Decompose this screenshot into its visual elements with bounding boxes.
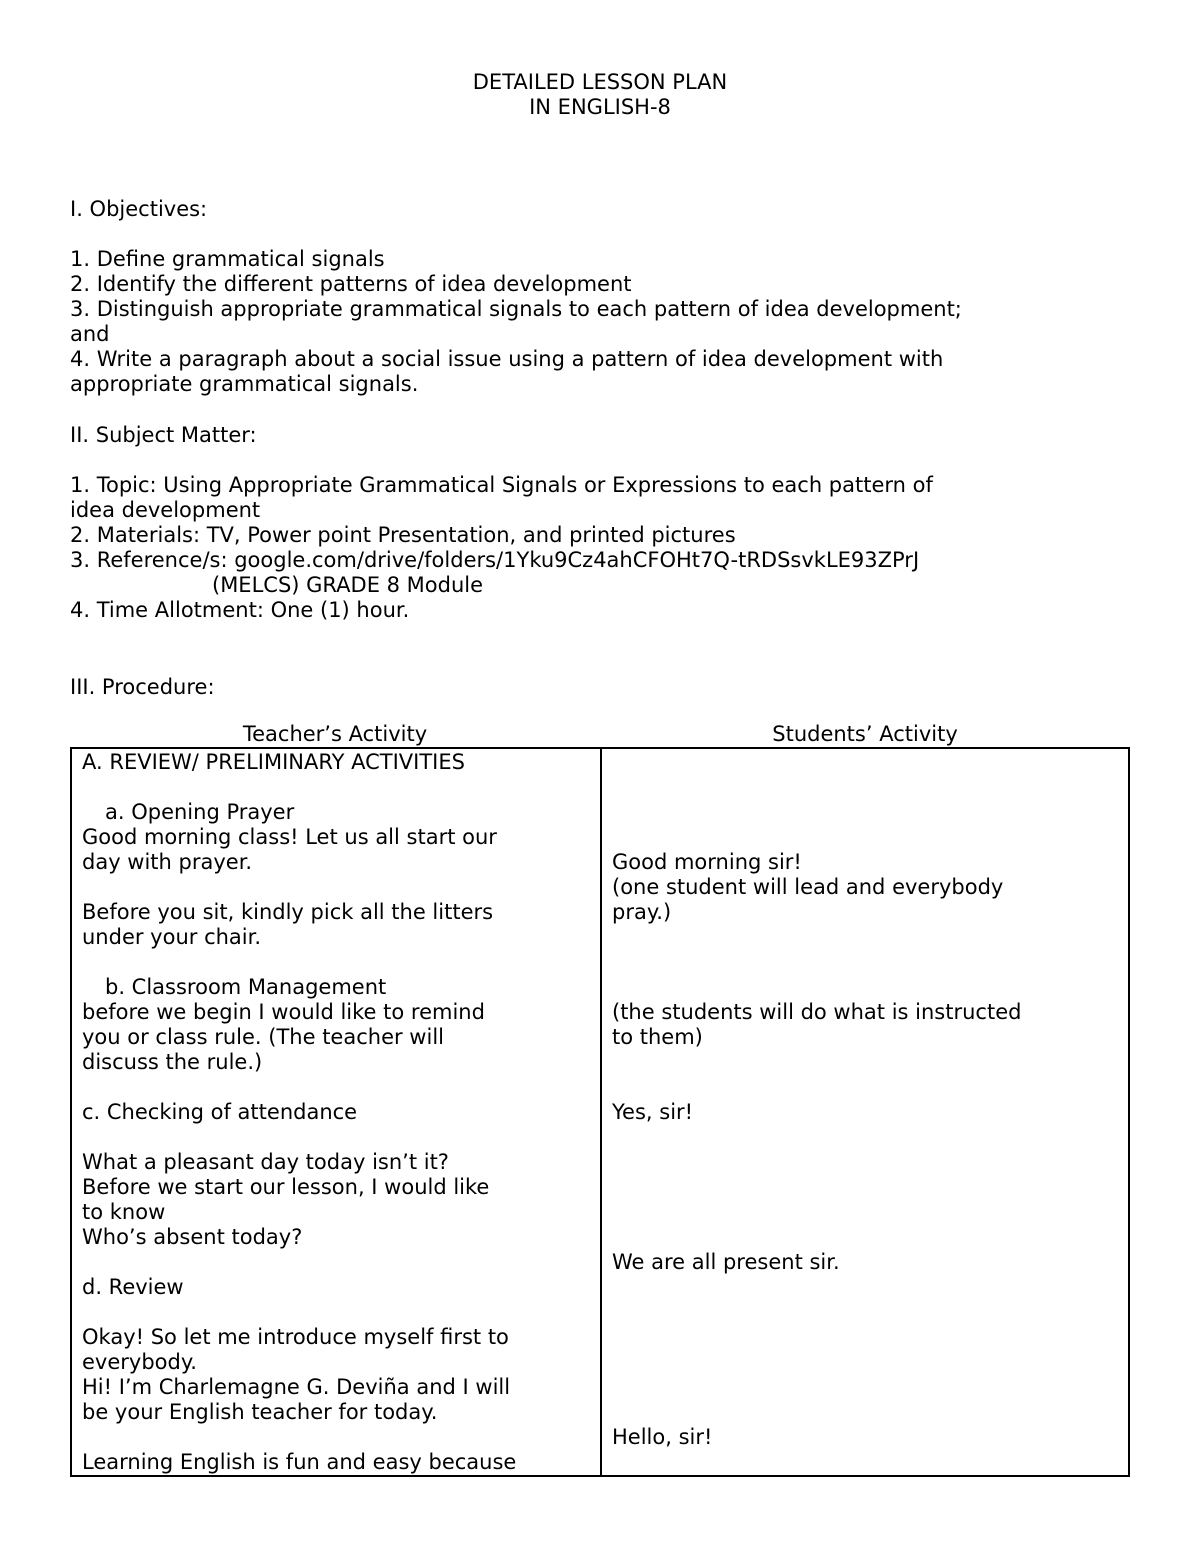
student-line: (the students will do what is instructed <box>612 1000 1022 1024</box>
teacher-line <box>82 775 592 800</box>
teacher-line: you or class rule. (The teacher will <box>82 1025 444 1049</box>
procedure-table <box>70 747 1130 1477</box>
teacher-line: Before you sit, kindly pick all the litters <box>82 900 494 924</box>
teacher-line <box>82 1250 592 1275</box>
objective-item: 1. Define grammatical signals <box>70 247 385 271</box>
teacher-line: to know <box>82 1200 166 1224</box>
student-line <box>612 1275 1122 1300</box>
teacher-line: Who’s absent today? <box>82 1225 303 1249</box>
student-line <box>612 800 1122 825</box>
student-line <box>612 1325 1122 1350</box>
procedure-heading: III. Procedure: <box>70 675 215 699</box>
student-line: to them) <box>612 1025 703 1049</box>
teacher-line: A. REVIEW/ PRELIMINARY ACTIVITIES <box>82 750 465 774</box>
student-line: We are all present sir. <box>612 1250 840 1274</box>
student-line <box>612 1175 1122 1200</box>
teacher-activity-cell <box>82 750 592 1475</box>
student-line <box>612 1375 1122 1400</box>
title-line-1: DETAILED LESSON PLAN <box>472 70 728 94</box>
student-line <box>612 950 1122 975</box>
student-line: pray.) <box>612 900 672 924</box>
teacher-line <box>82 950 592 975</box>
students-activity-cell <box>612 750 1122 1450</box>
teacher-line: before we begin I would like to remind <box>82 1000 485 1024</box>
student-line <box>612 775 1122 800</box>
teacher-line: be your English teacher for today. <box>82 1400 438 1424</box>
teacher-line: Hi! I’m Charlemagne G. Deviña and I will <box>82 1375 511 1399</box>
objective-item: appropriate grammatical signals. <box>70 372 419 396</box>
teacher-line: everybody. <box>82 1350 197 1374</box>
subject-matter-heading: II. Subject Matter: <box>70 423 257 447</box>
teacher-line: a. Opening Prayer <box>105 800 295 824</box>
student-line <box>612 1075 1122 1100</box>
student-line <box>612 1050 1122 1075</box>
teacher-line: Before we start our lesson, I would like <box>82 1175 490 1199</box>
spacer <box>70 448 1130 473</box>
column-divider <box>600 749 602 1475</box>
student-line: Yes, sir! <box>612 1100 694 1124</box>
teacher-line <box>82 1075 592 1100</box>
teacher-line <box>82 1125 592 1150</box>
student-line <box>612 825 1122 850</box>
teacher-line: discuss the rule.) <box>82 1050 263 1074</box>
student-line: Good morning sir! <box>612 850 802 874</box>
document-title <box>0 70 1200 120</box>
subject-item: (MELCS) GRADE 8 Module <box>212 573 484 597</box>
subject-item: 3. Reference/s: google.com/drive/folders/1Yku9Cz4ahCFOHt7Q-tRDSsvkLE93ZPrJ <box>70 548 920 572</box>
objective-item: 4. Write a paragraph about a social issue using a pattern of idea development with <box>70 347 944 371</box>
procedure-column-headers <box>70 722 1130 747</box>
procedure-section <box>70 675 1130 700</box>
students-column-header: Students’ Activity <box>772 722 958 746</box>
student-line <box>612 750 1122 775</box>
objective-item: 2. Identify the different patterns of idea development <box>70 272 632 296</box>
objectives-heading: I. Objectives: <box>70 197 208 221</box>
student-line <box>612 1400 1122 1425</box>
student-line <box>612 975 1122 1000</box>
spacer <box>70 222 1130 247</box>
student-line <box>612 1150 1122 1175</box>
teacher-line: day with prayer. <box>82 850 253 874</box>
objectives-section <box>70 197 1130 397</box>
teacher-line <box>82 1300 592 1325</box>
teacher-line: b. Classroom Management <box>105 975 387 999</box>
title-line-2: IN ENGLISH-8 <box>529 95 671 119</box>
teacher-line: Good morning class! Let us all start our <box>82 825 497 849</box>
teacher-line: c. Checking of attendance <box>82 1100 358 1124</box>
student-line <box>612 1200 1122 1225</box>
student-line <box>612 1350 1122 1375</box>
teacher-column-header: Teacher’s Activity <box>242 722 428 746</box>
student-line: Hello, sir! <box>612 1425 713 1449</box>
teacher-line: Okay! So let me introduce myself first to <box>82 1325 509 1349</box>
teacher-line: d. Review <box>82 1275 184 1299</box>
teacher-line <box>82 875 592 900</box>
subject-item: 4. Time Allotment: One (1) hour. <box>70 598 410 622</box>
subject-matter-section <box>70 423 1130 623</box>
teacher-line: under your chair. <box>82 925 262 949</box>
student-line <box>612 1300 1122 1325</box>
student-line: (one student will lead and everybody <box>612 875 1004 899</box>
student-line <box>612 925 1122 950</box>
teacher-line: What a pleasant day today isn’t it? <box>82 1150 449 1174</box>
teacher-line <box>82 1425 592 1450</box>
student-line <box>612 1225 1122 1250</box>
subject-item: idea development <box>70 498 261 522</box>
objective-item: and <box>70 322 110 346</box>
subject-item: 2. Materials: TV, Power point Presentation, and printed pictures <box>70 523 736 547</box>
objective-item: 3. Distinguish appropriate grammatical signals to each pattern of idea development; <box>70 297 962 321</box>
subject-item: 1. Topic: Using Appropriate Grammatical Signals or Expressions to each pattern of <box>70 473 933 497</box>
student-line <box>612 1125 1122 1150</box>
teacher-line: Learning English is fun and easy because <box>82 1450 517 1474</box>
